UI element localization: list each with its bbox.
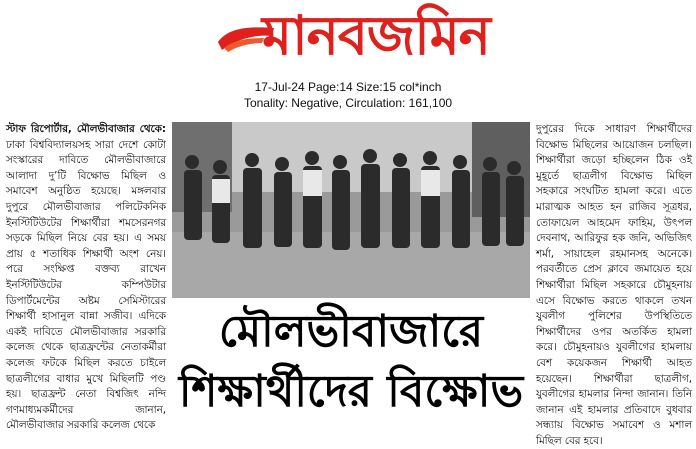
article-left-column bbox=[6, 122, 166, 434]
newspaper-logo: মানবজমিন bbox=[262, 4, 490, 67]
article-right-column bbox=[536, 122, 692, 449]
headline-line-1: মৌলভীবাজারে bbox=[218, 306, 484, 357]
clip-meta-date-page-size: 17-Jul-24 Page:14 Size:15 col*inch bbox=[254, 80, 442, 94]
headline-line-2: শিক্ষার্থীদের বিক্ষোভ bbox=[178, 366, 524, 417]
byline: স্টাফ রিপোর্টার, মৌলভীবাজার থেকে: bbox=[6, 123, 166, 135]
protest-photo bbox=[172, 122, 530, 298]
article-right-text: দুপুরের দিকে সাধারণ শিক্ষার্থীদের বিক্ষোভ মিছিলের আয়োজন চলছিল। শিক্ষার্থীরা জড়ো হচ্ছিলেন ঠিক ওই মুহূর্তে ছাত্রলীগ বিক্ষোভ মিছিল সহকারে সংঘটিত হামলা করে। এতে মারাত্মক আহত হন রাজিব সূত্রধর, তোফায়েল আহমেদ ফাহিম, উৎপল দেবনাথ, আরিফুর হক জনি, অভিজিৎ শর্মা, সায়াহেল রহমানসহ অনেকে। পরবর্তীতে প্রেস ক্লাবে জমায়েত হয়ে শিক্ষার্থীরা মিছিল সহকারে চৌমুহনায় এসে বিক্ষোভ করতে থাকলে তখন যুবলীগ পুলিশের উপস্থিতিতে শিক্ষার্থীদের ওপর অতর্কিত হামলা করে। চৌমুহনায়ও যুবলীগের হামলায় বেশ কয়েকজন শিক্ষার্থী আহত হয়েছেন। শিক্ষার্থীরা ছাত্রলীগ, যুবলীগের হামলার নিন্দা জানান। তিনি জানান এই হামলার প্রতিবাদে বুধবার সন্ধ্যায় বিক্ষোভ সমাবেশ ও মশাল মিছিল বের হবে। bbox=[536, 123, 692, 447]
clip-meta-tonality-circulation: Tonality: Negative, Circulation: 161,100 bbox=[243, 96, 453, 110]
article-left-text: ঢাকা বিশ্ববিদ্যালয়সহ সারা দেশে কোটা সংস্কারের দাবিতে মৌলভীবাজারে আলাদা দু’টি বিক্ষোভ মিছিল ও সমাবেশ অনুষ্ঠিত হয়েছে। মঙ্গলবার দুপুরে মৌলভীবাজার পলিটেকনিক ইনস্টিটিউটের শিক্ষার্থীরা শমসেরনগর সড়কে মিছিল নিয়ে বের হয়। এ সময় প্রায় ৫ শতাধিক শিক্ষার্থী অংশ নেয়। পরে সংক্ষিপ্ত বক্তব্য রাখেন ইনস্টিটিউটের কম্পিউটার ডিপার্টমেন্টের অষ্টম সেমিস্টারের শিক্ষার্থী হাসানুল বান্না সজীব। এদিকে একই দাবিতে মৌলভীবাজার সরকারি কলেজ থেকে ছাত্রফ্রন্টের নেতাকর্মীরা কলেজ ফটকে মিছিল করতে চাইলে ছাত্রলীগের বাধার মুখে মিছিলটি পণ্ড হয়। ছাত্রফ্রন্ট নেতা বিশ্বজিৎ নন্দি গণমাধ্যমকর্মীদের জানান, মৌলভীবাজার সরকারি কলেজ থেকে bbox=[6, 138, 166, 432]
masthead bbox=[0, 0, 696, 80]
